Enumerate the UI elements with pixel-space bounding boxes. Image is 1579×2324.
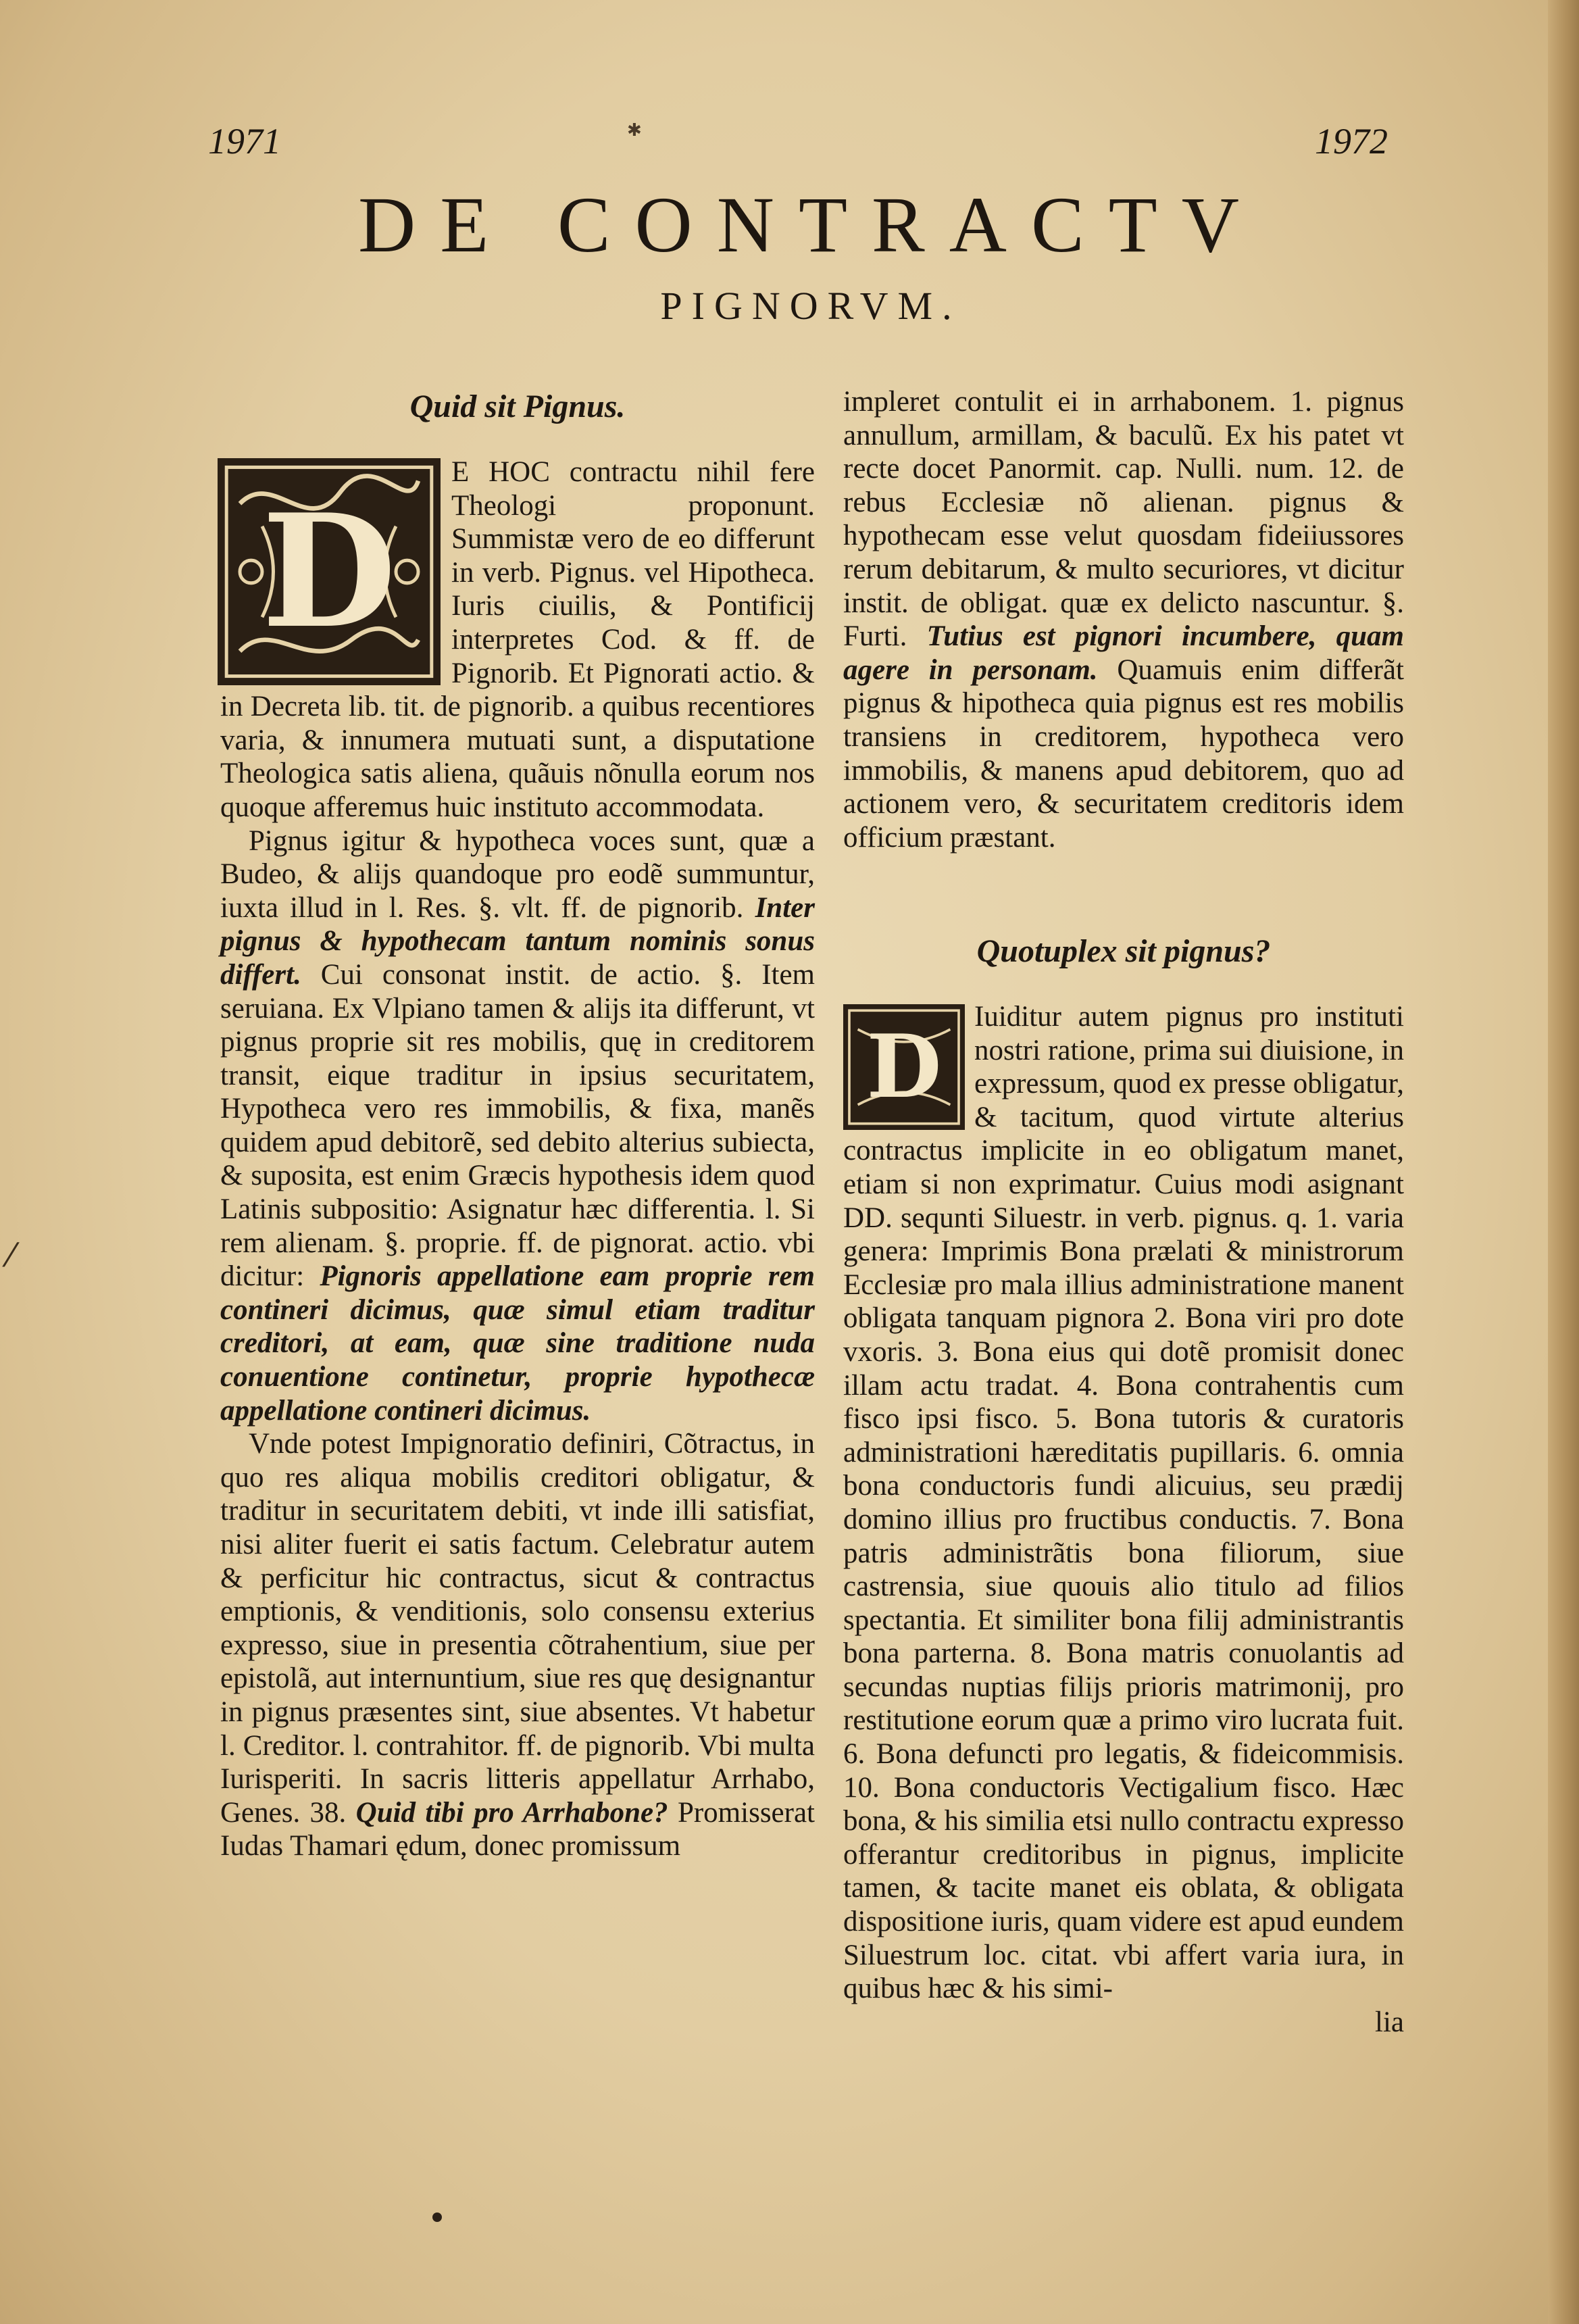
left-column (220, 389, 816, 1863)
left-p2-rest: Cui consonat instit. de actio. §. Item seruiana. Ex Vlpiano tamen & alijs ita differunt, vt pignus proprie sit res mobilis, quę in creditorem transit, eique traditur in ipsius securitatem, Hypotheca vero res immobilis, & fixa, manẽs quidem apud debitorẽ, sed debito alterius subiecta, & suposita, est enim Græcis hypothesis idem quod Latinis subpositio: Asignatur hæc differentia. l. Si rem alienam. §. proprie. ff. de pignorat. actio. vbi dicitur: (220, 958, 816, 1293)
right-paragraph-1 (843, 385, 1404, 854)
page-title: DE CONTRACTV (358, 180, 1263, 269)
left-paragraph-1-text: E HOC contractu nihil fere Theologi proponunt. Summistæ vero de eo differunt in verb. Pignus. vel Hipotheca. Iuris ciuilis, & Pontificij interpretes Cod. & ff. de Pignorib. Et Pignorati actio. & in Decreta lib. tit. de pignorib. a quibus recentiores varia, & innumera mutuati sunt, a disputatione Theologica satis aliena, quãuis nõnulla eorum nos quoque afferemus huic instituto accommodata. (220, 456, 815, 823)
page-number-right: 1972 (1315, 121, 1388, 162)
catchword: lia (1375, 2006, 1404, 2038)
page-subtitle: PIGNORVM. (660, 284, 961, 328)
left-paragraph-3 (220, 1427, 815, 1863)
left-p3-rest: Promisserat Iudas Thamari ędum, donec promissum (220, 1796, 815, 1862)
left-p2-quote: Inter pignus & hypothecam tantum nominis sonus differt. (220, 891, 815, 991)
dropcap-ornament-left (218, 458, 441, 685)
page-number-left: 1971 (208, 121, 281, 162)
section-heading-right: Quotuplex sit pignus? (976, 933, 1271, 969)
left-p2-start: Pignus igitur & hypotheca voces sunt, quæ a Budeo, & alijs quandoque pro eodẽ summuntur, iuxta illud in l. Res. §. vlt. ff. de pignorib. (220, 824, 815, 924)
dropcap-letter-left: D (261, 480, 397, 663)
right-p2-text: Iuiditur autem pignus pro instituti nostri ratione, prima sui diuisione, in expressum, quod ex presse obligatur, & tacitum, quod virtute alterius contractus implicite in eo obligatum manet, etiam si non exprimatur. Cuius modi asignant DD. sequnti Siluestr. in verb. pignus. q. 1. varia genera: Imprimis Bona prælati & ministrorum Ecclesiæ pro mala illius administratione manent obligata tanquam pignora 2. Bona viri pro dote vxoris. 3. Bona eius qui dotẽ promisit donec illam actu tradat. 4. Bona contrahentis cum fisco ipsi fisco. 5. Bona tutoris & curatoris administrationi hæreditatis pupillaris. 6. omnia bona conductoris fundi alicuius, seu prædij domino illius pro fructibus conductis. 7. Bona patris administrãtis bona filiorum, siue castrensia, siue quouis alio titulo ad filios spectantia. Et similiter bona filij administrantis bona parterna. 8. Bona matris conuolantis ad secundas nuptias filijs prioris matrimonij, pro restitutione eorum quæ a primo viro lucrata fuit. 6. Bona defuncti pro legatis, & fideicommisis. 10. Bona conductoris Vectigalium fisco. Hæc bona, & his similia etsi nullo contractu expresso offerantur creditoribus in pignus, implicite tamen, & tacite manet eis oblata, & obligata dispositione iuris, quam videre est apud eundem Siluestrum loc. citat. vbi affert varia iura, in quibus hæc & his simi- (843, 1001, 1404, 2005)
right-p1-quote: Tutius est pignori incumbere, quam agere in personam. (843, 620, 1404, 686)
right-p1-text: impleret contulit ei in arrhabonem. 1. pignus annullum, armillam, & baculũ. Ex his patet vt recte docet Panormit. cap. Nulli. num. 12. de rebus Ecclesiæ nõ alienan. pignus & hypothecam esse velut quosdam fideiiussores rerum debitarum, & multo securiores, vt dicitur instit. de obligat. quæ ex delicto nascuntur. §. Furti. (843, 386, 1404, 653)
dropcap-letter-right: D (866, 1016, 942, 1118)
left-p3-quote: Quid tibi pro Arrhabone? (355, 1796, 668, 1829)
right-column-body (843, 1000, 1404, 2039)
margin-mark: ⁄ (8, 1237, 14, 1275)
left-p3-start: Vnde potest Impignoratio definiri, Cõtractus, in quo res aliqua mobilis creditori obligatur, & traditur in securitatem debiti, vt inde illi satisfiat, nisi aliter fuerit ei satis factum. Celebratur autem & perficitur hic contractus, sicut & contractus emptionis, & venditionis, solo consensu exterius expresso, siue in presentia cõtrahentium, siue per epistolã, aut internuntium, siue res quę designantur in pignus præsentes sint, siue absentes. Vt habetur l. Creditor. l. contrahitor. ff. de pignorib. Vbi multa Iurisperiti. In sacris litteris appellatur Arrhabo, Genes. 38. (220, 1428, 815, 1829)
left-paragraph-1 (220, 455, 815, 824)
page-edge (1548, 0, 1579, 2324)
left-p2-quote-2: Pignoris appellatione eam proprie rem contineri dicimus, quæ simul etiam traditur creditori, at eam, quæ sine traditione nuda conuentione continetur, proprie hypothecæ appellatione contineri dicimus. (220, 1260, 816, 1427)
dropcap-ornament-right (843, 1004, 965, 1130)
left-paragraph-2 (220, 824, 815, 1428)
right-column-top (843, 385, 1404, 854)
right-paragraph-2 (843, 1000, 1404, 2006)
signature-dot (432, 2212, 442, 2222)
right-p1-rest: Quamuis enim differãt pignus & hipotheca quia pignus est res mobilis transiens in creditorem, hypotheca vero immobilis, & manens apud debitorem, quo ad actionem vero, & securitatem creditoris idem officium præstant. (843, 653, 1404, 854)
ornament-mark: ✱ (627, 120, 642, 141)
section-heading-left: Quid sit Pignus. (409, 389, 626, 424)
